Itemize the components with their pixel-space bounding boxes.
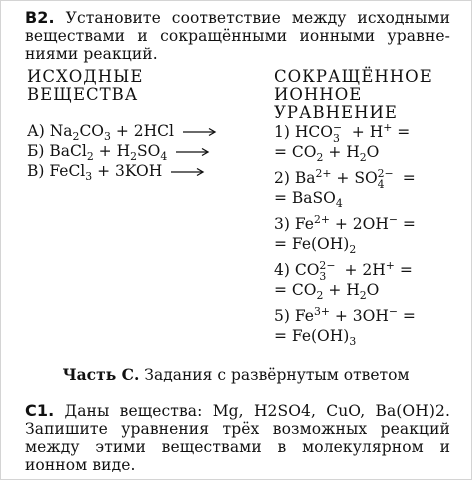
- equation-3: 3) $Fe^{2+} + 2OH^-$ = = $Fe(OH)_2$: [274, 213, 416, 256]
- reactant-b: Б) BaCl$_2$ + $H_2SO_4$: [27, 141, 217, 161]
- task-b2-number: В2.: [25, 8, 55, 27]
- arrow-right-icon: [171, 167, 205, 177]
- task-b2-text: Установите соответствие между исходными веществами и сокращёнными ионными уравне- ниями реакций.: [25, 9, 450, 63]
- equation-1: 1) HCO − 3 + H+ = = $CO_2 + H_2O$: [274, 121, 411, 164]
- equations-list: [274, 122, 416, 346]
- task-c1-text: Даны вещества: Mg, H2SO4, CuO, Ba(OH)2. Запишите уравнения трёх возможных реакций между этими веществами в молекулярном и ионном виде.: [25, 402, 450, 474]
- arrow-right-icon: [183, 127, 217, 137]
- reactant-label: В): [27, 162, 45, 180]
- reactants-list: [27, 121, 217, 181]
- reactant-label: А): [27, 122, 45, 140]
- task-c1-statement: [25, 402, 450, 474]
- part-c-title: Задания с развёрнутым ответом: [144, 366, 410, 384]
- equation-4: 4) CO 2− 3 + 2H+ = = $CO_2 + H_2O$: [274, 259, 413, 302]
- right-column-header: [274, 68, 433, 122]
- right-header-line-3: УРАВНЕНИЕ: [274, 103, 398, 122]
- task-b2-statement: [25, 9, 450, 63]
- left-header-line-1: ИСХОДНЫЕ: [27, 67, 144, 86]
- equation-5: 5) $Fe^{3+} + 3OH^-$ = = $Fe(OH)_3$: [274, 305, 416, 348]
- reactant-c: В) FeCl$_3$ + 3KOH: [27, 161, 217, 181]
- left-column-header: [27, 68, 143, 104]
- equation-2: 2) $Ba^{2+}$ + SO 2− 4 = = BaSO$_4$: [274, 167, 416, 210]
- reactant-a: А) $Na_2CO_3 + 2HCl$: [27, 121, 217, 141]
- part-c-heading: [0, 366, 472, 384]
- right-header-line-2: ИОННОЕ: [274, 85, 363, 104]
- reactant-label: Б): [27, 142, 45, 160]
- left-header-line-2: ВЕЩЕСТВА: [27, 85, 139, 104]
- right-header-line-1: СОКРАЩЁННОЕ: [274, 67, 433, 86]
- arrow-right-icon: [176, 147, 210, 157]
- part-c-label: Часть С.: [62, 365, 140, 384]
- task-c1-number: С1.: [25, 401, 55, 420]
